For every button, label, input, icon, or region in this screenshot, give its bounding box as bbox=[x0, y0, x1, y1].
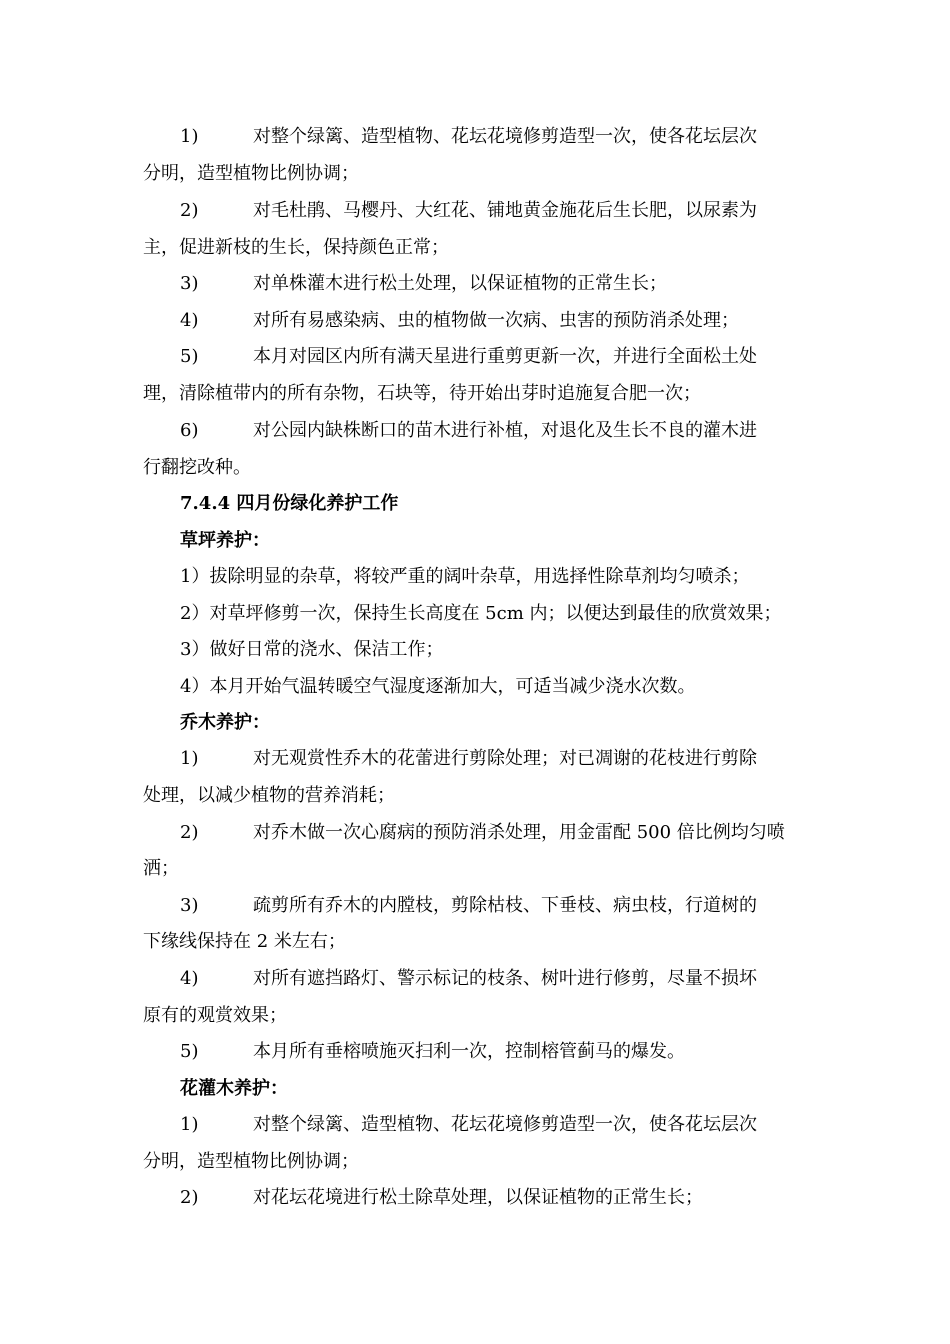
item-continuation: 下缘线保持在 2 米左右； bbox=[143, 931, 346, 952]
item-text: 对乔木做一次心腐病的预防消杀处理，用金雷配 500 倍比例均匀喷 bbox=[253, 822, 785, 843]
item-continuation: 分明，造型植物比例协调； bbox=[143, 163, 359, 184]
item-continuation: 行翻挖改种。 bbox=[143, 457, 251, 478]
item-text: 对整个绿篱、造型植物、花坛花境修剪造型一次，使各花坛层次 bbox=[253, 1114, 757, 1135]
item-text: 对毛杜鹃、马樱丹、大红花、铺地黄金施花后生长肥，以尿素为 bbox=[253, 200, 757, 221]
item-continuation: 主，促进新枝的生长，保持颜色正常； bbox=[143, 237, 449, 258]
item-text: 对所有易感染病、虫的植物做一次病、虫害的预防消杀处理； bbox=[253, 310, 739, 331]
item-number: 2) bbox=[180, 200, 199, 221]
list-item: 2）对草坪修剪一次，保持生长高度在 5cm 内；以便达到最佳的欣赏效果； bbox=[180, 603, 782, 624]
item-number: 5) bbox=[180, 346, 199, 367]
list-item: 1）拔除明显的杂草，将较严重的阔叶杂草，用选择性除草剂均匀喷杀； bbox=[180, 566, 750, 587]
item-continuation: 分明，造型植物比例协调； bbox=[143, 1151, 359, 1172]
item-text: 本月所有垂榕喷施灭扫利一次，控制榕管蓟马的爆发。 bbox=[253, 1041, 685, 1062]
item-number: 1) bbox=[180, 126, 199, 147]
item-number: 2) bbox=[180, 1187, 199, 1208]
item-text: 对整个绿篱、造型植物、花坛花境修剪造型一次，使各花坛层次 bbox=[253, 126, 757, 147]
item-continuation: 处理，以减少植物的营养消耗； bbox=[143, 785, 395, 806]
item-continuation: 洒； bbox=[143, 858, 179, 879]
shrubs-title: 花灌木养护： bbox=[180, 1078, 288, 1099]
item-text: 对公园内缺株断口的苗木进行补植，对退化及生长不良的灌木进 bbox=[253, 420, 757, 441]
item-number: 1) bbox=[180, 748, 199, 769]
item-number: 1) bbox=[180, 1114, 199, 1135]
item-number: 6) bbox=[180, 420, 199, 441]
lawn-title: 草坪养护： bbox=[180, 530, 270, 551]
item-number: 4) bbox=[180, 968, 199, 989]
item-continuation: 原有的观赏效果； bbox=[143, 1005, 287, 1026]
item-text: 对所有遮挡路灯、警示标记的枝条、树叶进行修剪，尽量不损坏 bbox=[253, 968, 757, 989]
item-number: 3) bbox=[180, 895, 199, 916]
item-number: 2) bbox=[180, 822, 199, 843]
section-heading: 7.4.4 四月份绿化养护工作 bbox=[180, 493, 399, 514]
item-number: 4) bbox=[180, 310, 199, 331]
trees-title: 乔木养护： bbox=[180, 712, 270, 733]
item-number: 5) bbox=[180, 1041, 199, 1062]
item-text: 对花坛花境进行松土除草处理，以保证植物的正常生长； bbox=[253, 1187, 703, 1208]
list-item: 4）本月开始气温转暖空气湿度逐渐加大，可适当减少浇水次数。 bbox=[180, 676, 696, 697]
item-text: 对单株灌木进行松土处理，以保证植物的正常生长； bbox=[253, 273, 667, 294]
item-number: 3) bbox=[180, 273, 199, 294]
item-text: 本月对园区内所有满天星进行重剪更新一次，并进行全面松土处 bbox=[253, 346, 757, 367]
item-continuation: 理，清除植带内的所有杂物，石块等，待开始出芽时追施复合肥一次； bbox=[143, 383, 701, 404]
item-text: 对无观赏性乔木的花蕾进行剪除处理；对已凋谢的花枝进行剪除 bbox=[253, 748, 757, 769]
list-item: 3）做好日常的浇水、保洁工作； bbox=[180, 639, 444, 660]
item-text: 疏剪所有乔木的内膛枝，剪除枯枝、下垂枝、病虫枝，行道树的 bbox=[253, 895, 757, 916]
